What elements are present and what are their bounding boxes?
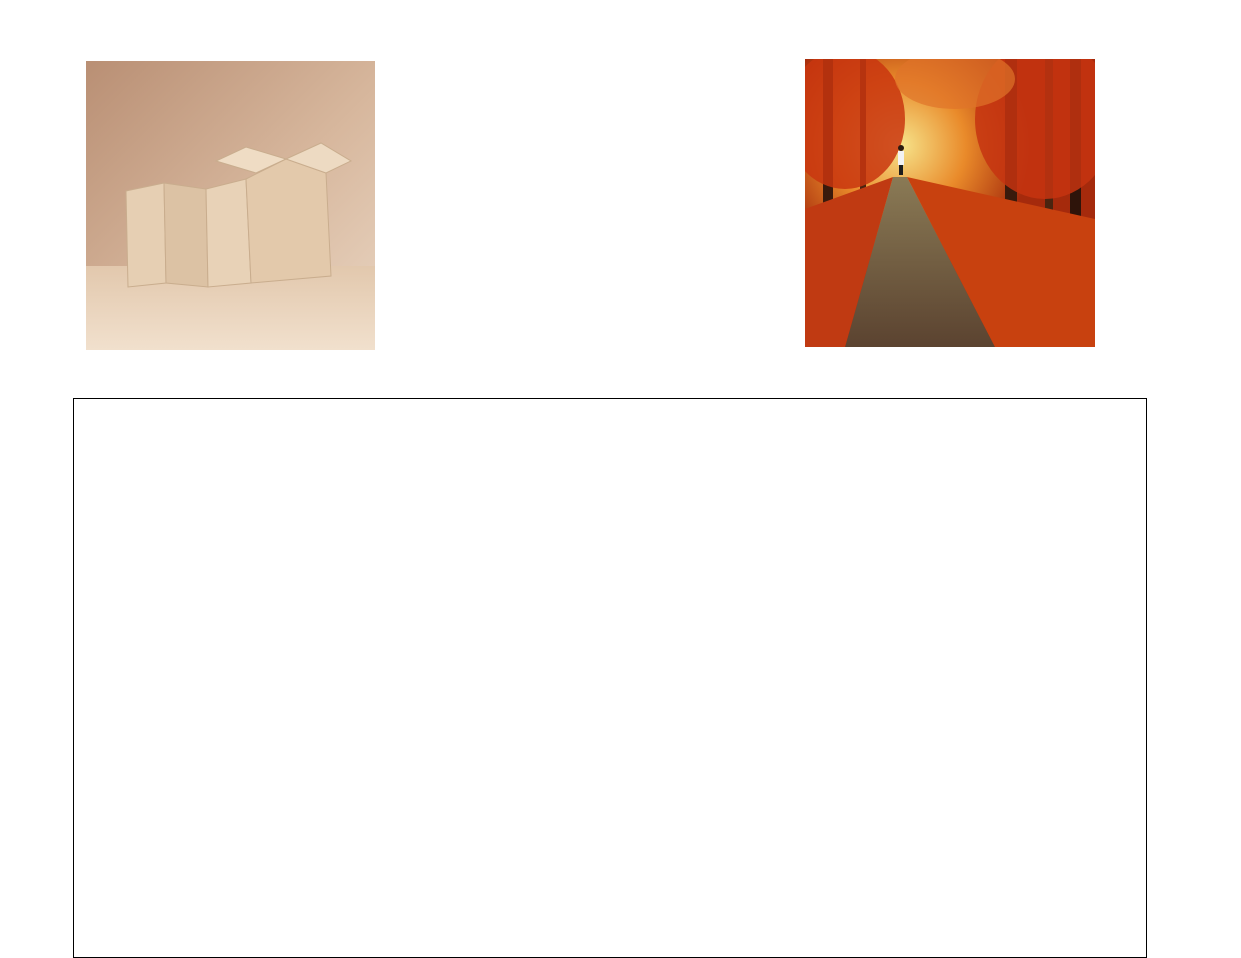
- title-block: [392, 58, 792, 96]
- photo-autumn-forest-path: [805, 59, 1095, 347]
- mot-du-maire-box: [73, 398, 1147, 958]
- photo-cubes-2020-2021: [86, 61, 375, 350]
